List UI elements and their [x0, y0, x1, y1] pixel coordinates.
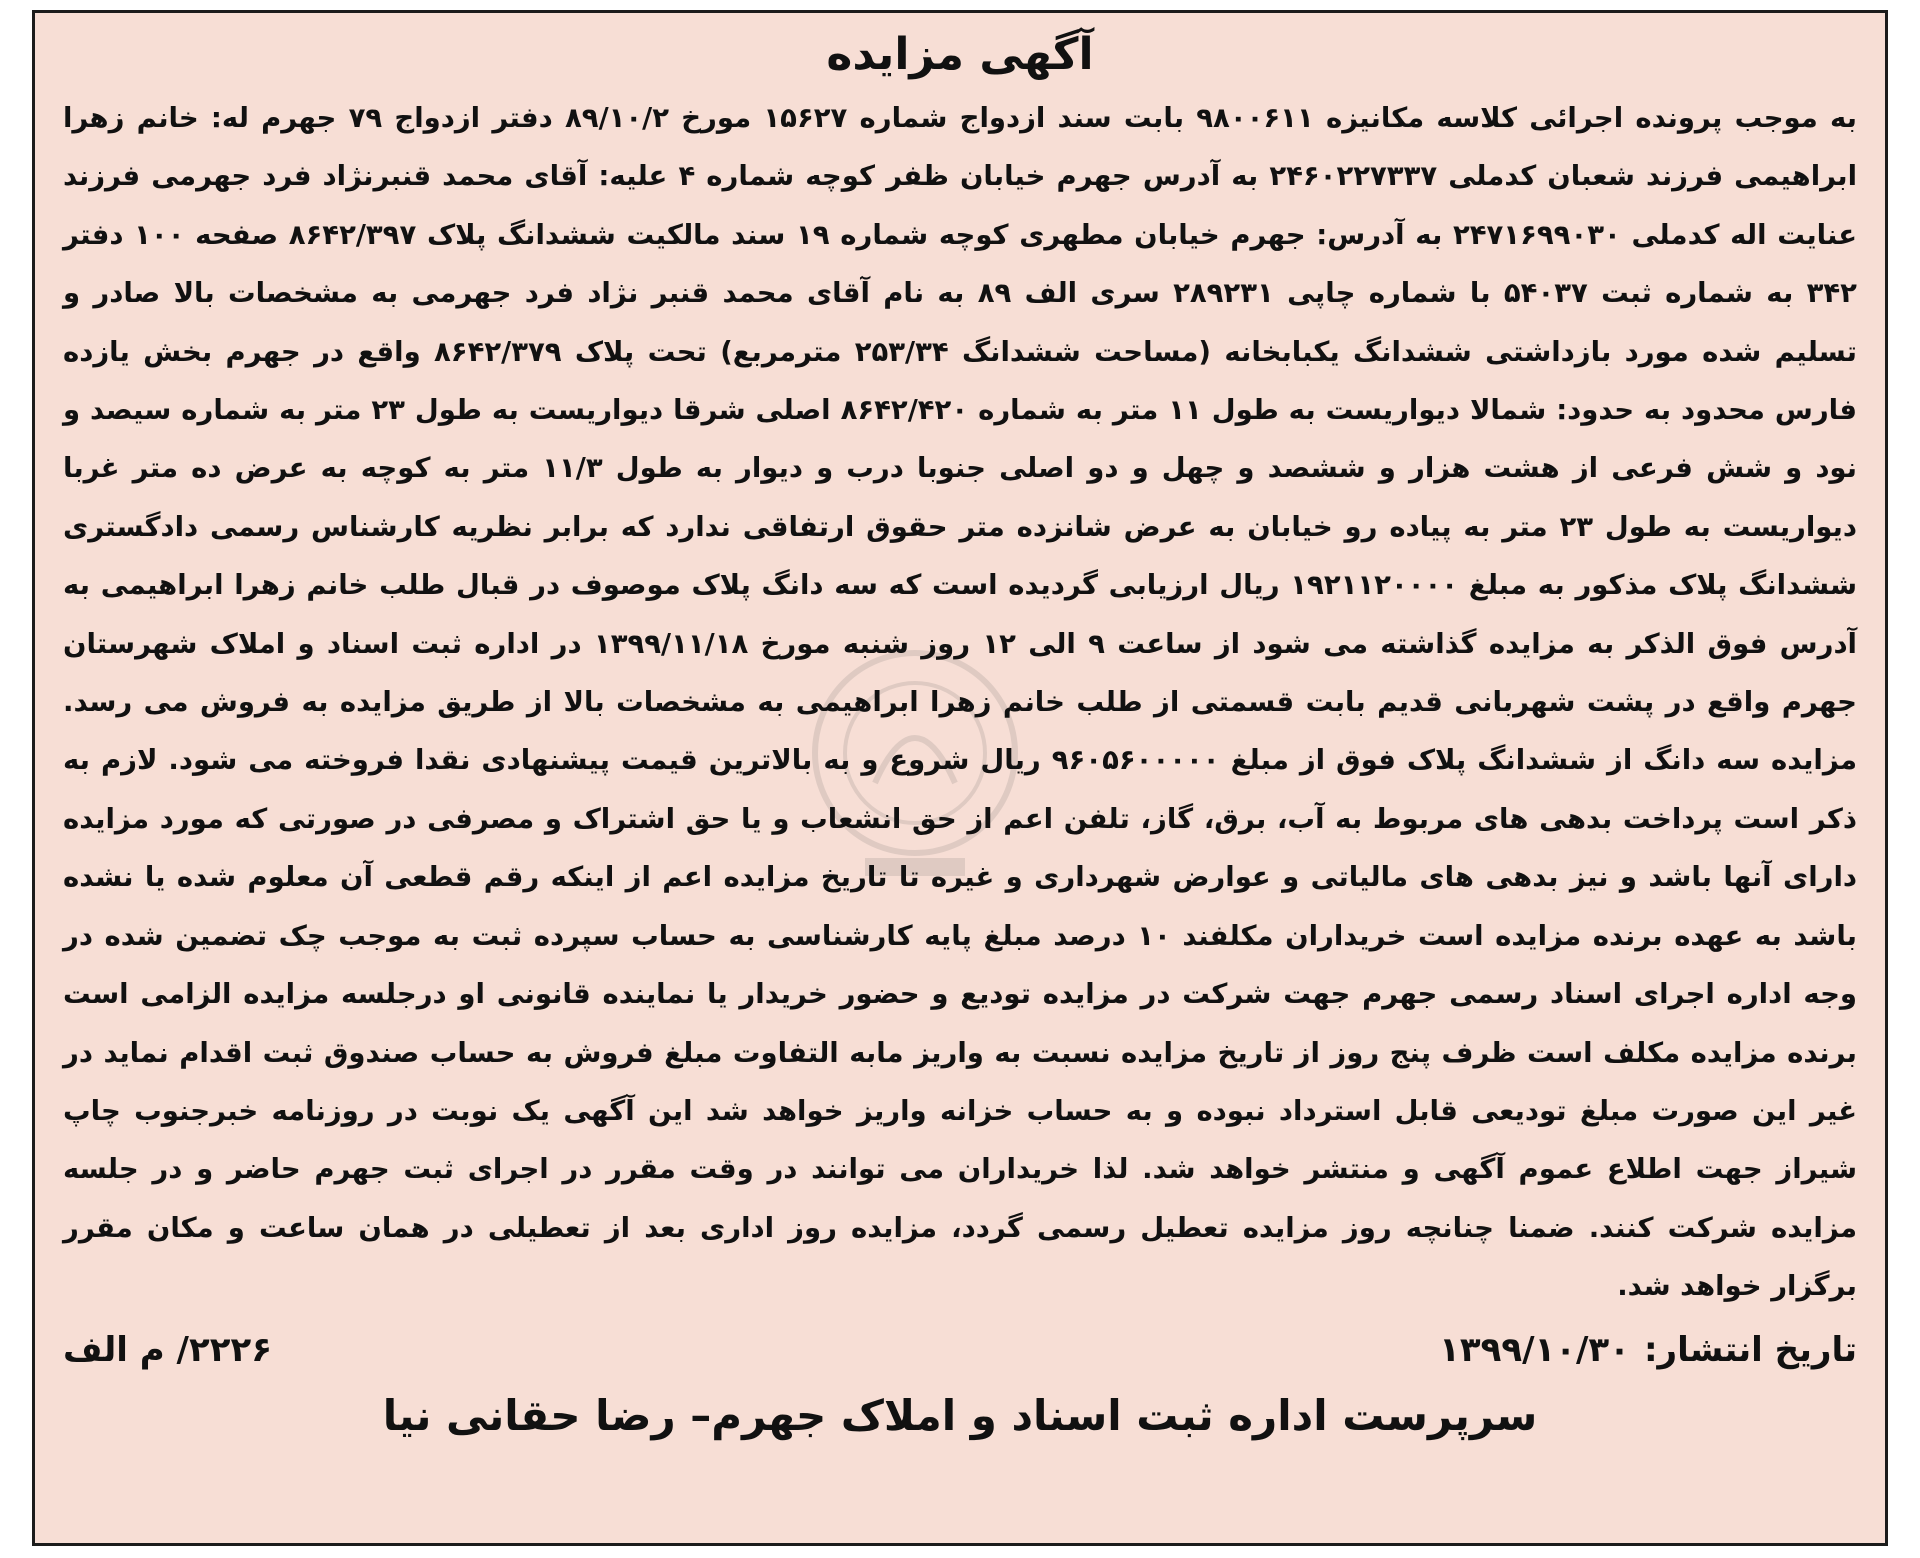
- notice-content: [35, 13, 1885, 1543]
- publish-meta-row: [63, 1320, 1857, 1380]
- publish-date-value: ۱۳۹۹/۱۰/۳۰: [1439, 1329, 1630, 1370]
- publish-date-group: [1439, 1330, 1857, 1370]
- notice-body: به موجب پرونده اجرائی کلاسه مکانیزه ۹۸۰۰۶۱۱ بابت سند ازدواج شماره ۱۵۶۲۷ مورخ ۸۹/۱۰/۲ دفتر ازدواج ۷۹ جهرم له: خانم زهرا ابراهیمی فرزند شعبان کدملی ۲۴۶۰۲۲۷۳۳۷ به آدرس جهرم خیابان ظفر کوچه شماره ۴ علیه: آقای محمد قنبرنژاد فرد جهرمی فرزند عنایت اله کدملی ۲۴۷۱۶۹۹۰۳۰ به آدرس: جهرم خیابان مطهری کوچه شماره ۱۹ سند مالکیت ششدانگ پلاک ۸۶۴۲/۳۹۷ صفحه ۱۰۰ دفتر ۳۴۲ به شماره ثبت ۵۴۰۳۷ با شماره چاپی ۲۸۹۲۳۱ سری الف ۸۹ به نام آقای محمد قنبر نژاد فرد جهرمی به مشخصات بالا صادر و تسلیم شده مورد بازداشتی ششدانگ یکبابخانه (مساحت ششدانگ ۲۵۳/۳۴ مترمربع) تحت پلاک ۸۶۴۲/۳۷۹ واقع در جهرم بخش یازده فارس محدود به حدود: شمالا دیواریست به طول ۱۱ متر به شماره ۸۶۴۲/۴۲۰ اصلی شرقا دیواریست به طول ۲۳ متر به شماره سیصد و نود و شش فرعی از هشت هزار و ششصد و چهل و دو اصلی جنوبا درب و دیوار به طول ۱۱/۳ متر به کوچه به عرض ده متر غربا دیواریست به طول ۲۳ متر به پیاده رو خیابان به عرض شانزده متر حقوق ارتفاقی ندارد که برابر نظریه کارشناس رسمی دادگستری ششدانگ پلاک مذکور به مبلغ ۱۹۲۱۱۲۰۰۰۰ ریال ارزیابی گردیده است که سه دانگ پلاک موصوف در قبال طلب خانم زهرا ابراهیمی به آدرس فوق الذکر به مزایده گذاشته می شود از ساعت ۹ الی ۱۲ روز شنبه مورخ ۱۳۹۹/۱۱/۱۸ در اداره ثبت اسناد و املاک شهرستان جهرم واقع در پشت شهربانی قدیم بابت قسمتی از طلب خانم زهرا ابراهیمی به مشخصات بالا از طریق مزایده به فروش می رسد. مزایده سه دانگ از ششدانگ پلاک فوق از مبلغ ۹۶۰۵۶۰۰۰۰۰ ریال شروع و به بالاترین قیمت پیشنهادی نقدا فروخته می شود. لازم به ذکر است پرداخت بدهی های مربوط به آب، برق، گاز، تلفن اعم از حق انشعاب و یا حق اشتراک و مصرفی در صورتی که مورد مزایده دارای آنها باشد و نیز بدهی های مالیاتی و عوارض شهرداری و غیره تا تاریخ مزایده اعم از اینکه رقم قطعی آن معلوم شده یا نشده باشد به عهده برنده مزایده است خریداران مکلفند ۱۰ درصد مبلغ پایه کارشناسی به حساب سپرده ثبت به موجب چک تضمین شده در وجه اداره اجرای اسناد رسمی جهرم جهت شرکت در مزایده تودیع و حضور خریدار یا نماینده قانونی او درجلسه مزایده الزامی است برنده مزایده مکلف است ظرف پنج روز از تاریخ مزایده نسبت به واریز مابه التفاوت مبلغ فروش به حساب صندوق ثبت اقدام نماید در غیر این صورت مبلغ تودیعی قابل استرداد نبوده و به حساب خزانه واریز خواهد شد این آگهی یک نوبت در روزنامه خبرجنوب چاپ شیراز جهت اطلاع عموم آگهی و منتشر خواهد شد. لذا خریداران می توانند در وقت مقرر در اجرای ثبت جهرم حاضر و در جلسه مزایده شرکت کنند. ضمنا چنانچه روز مزایده تعطیل رسمی گردد، مزایده روز اداری بعد از تعطیلی در همان ساعت و مکان مقرر برگزار خواهد شد.: [63, 102, 1858, 1303]
- signature-line: سرپرست اداره ثبت اسناد و املاک جهرم– رضا حقانی نیا: [382, 1390, 1538, 1440]
- notice-title: آگهی مزایده: [826, 29, 1094, 80]
- reference-number: ۲۲۲۶/ م الف: [63, 1329, 272, 1370]
- publish-date-label: تاریخ انتشار:: [1643, 1329, 1857, 1370]
- notice-sheet: [32, 10, 1888, 1546]
